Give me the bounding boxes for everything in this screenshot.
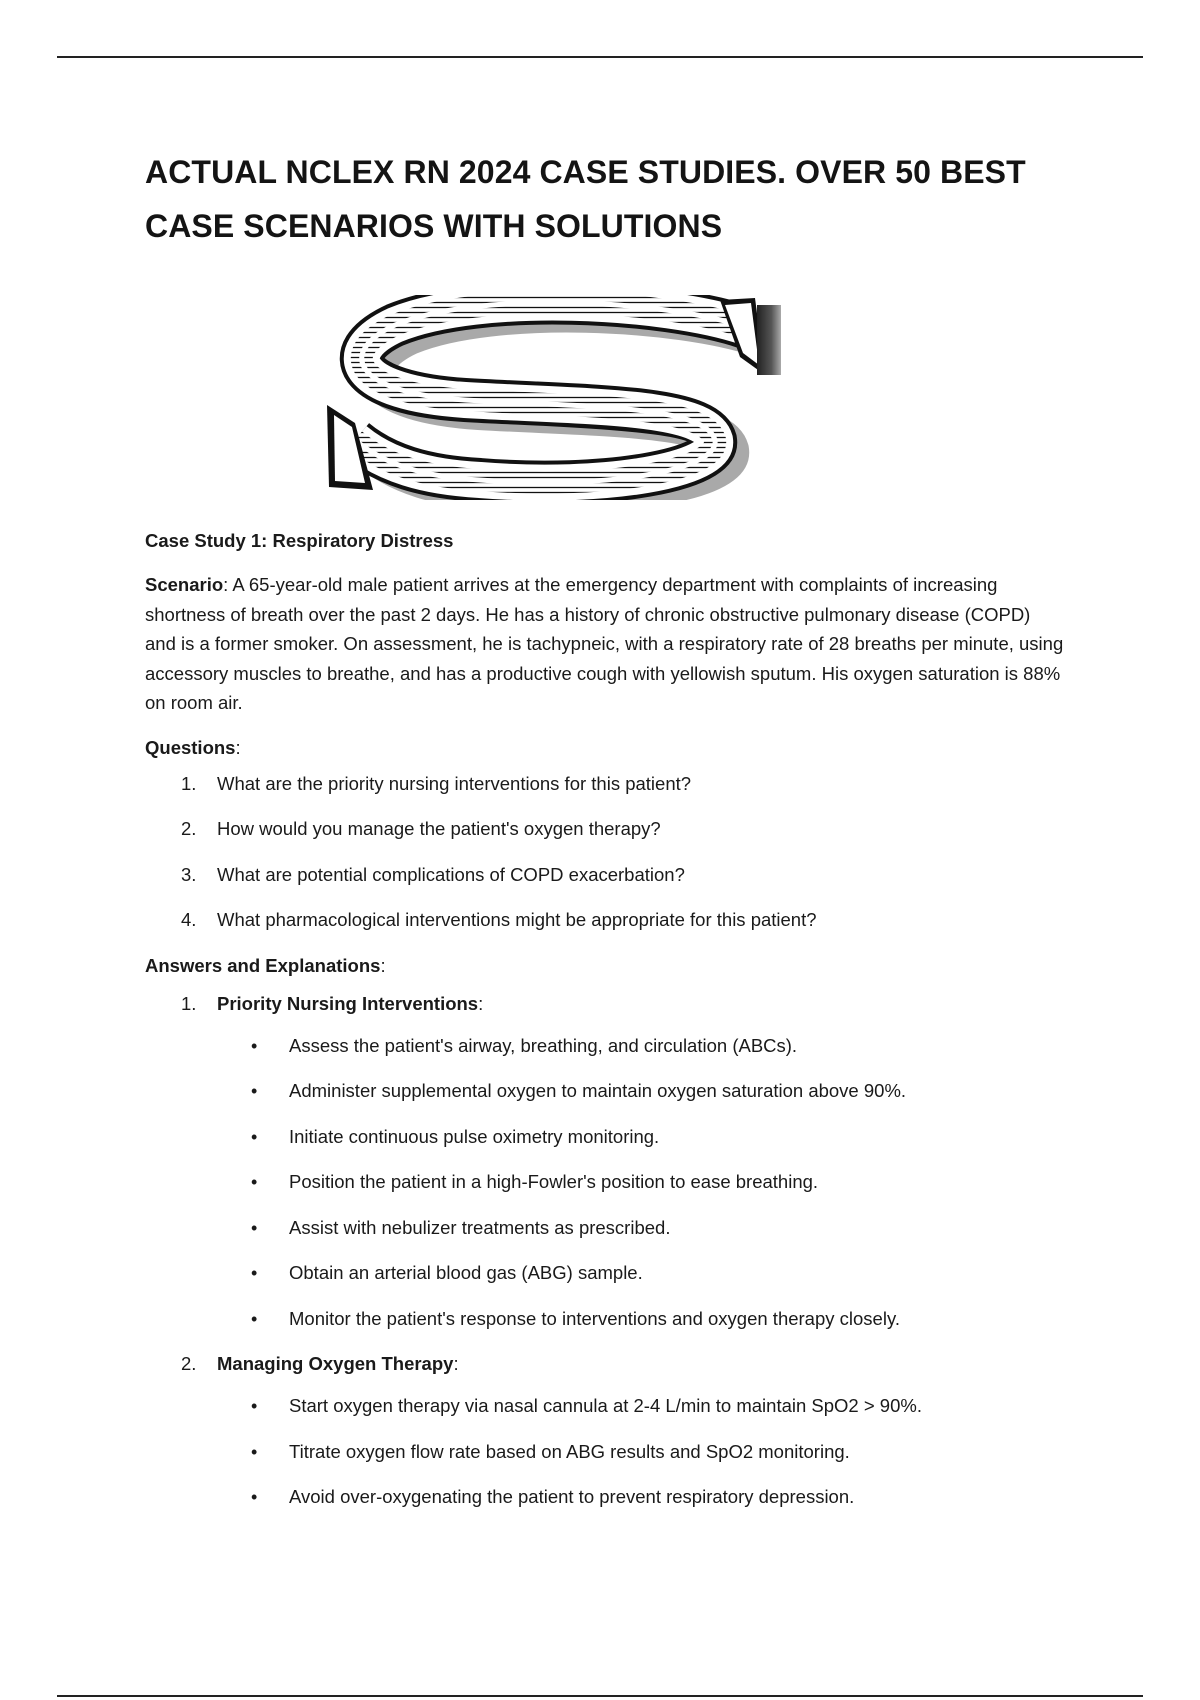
bullet-item: • Initiate continuous pulse oximetry monitoring.	[217, 1124, 1065, 1150]
bullet-icon: •	[251, 1308, 258, 1329]
bullet-icon: •	[251, 1263, 258, 1283]
question-text: What pharmacological interventions might be appropriate for this patient?	[217, 909, 817, 930]
bullet-icon: •	[251, 1441, 258, 1462]
bullet-item: • Start oxygen therapy via nasal cannula at 2-4 L/min to maintain SpO2 > 90%.	[217, 1393, 1065, 1419]
question-item	[145, 771, 1065, 797]
questions-label: Questions	[145, 736, 236, 758]
bullet-icon: •	[251, 1396, 258, 1416]
bullet-item: • Obtain an arterial blood gas (ABG) sample.	[217, 1260, 1065, 1286]
top-divider	[57, 56, 1143, 58]
answers-heading	[145, 953, 1065, 979]
question-number: 3.	[181, 863, 197, 885]
answer-title: Priority Nursing Interventions:	[217, 992, 484, 1014]
scenario-text: : A 65-year-old male patient arrives at the emergency department with complaints of increasing shortness of breath over the past 2 days. He has a history of chronic obstructive pulmonary disease (COPD) and is a former smoker. On assessment, he is tachypneic, with a respiratory rate of 28 breaths per minute, using accessory muscles to breathe, and has a productive cough with yellowish sputum. His oxygen saturation is 88% on room air.	[145, 574, 1064, 713]
answer-item	[145, 1351, 1065, 1510]
question-number: 2.	[181, 818, 197, 839]
document-title: ACTUAL NCLEX RN 2024 CASE STUDIES. OVER 50 BEST CASE SCENARIOS WITH SOLUTIONS	[145, 154, 1026, 244]
answer-item	[145, 991, 1065, 1332]
answer-number: 1.	[181, 992, 197, 1014]
answer-title: Managing Oxygen Therapy:	[217, 1353, 459, 1374]
case-study-heading: Case Study 1: Respiratory Distress	[145, 530, 454, 551]
question-text: What are potential complications of COPD exacerbation?	[217, 863, 685, 885]
question-item	[145, 862, 1065, 888]
question-number: 1.	[181, 772, 197, 794]
bullet-item: • Monitor the patient's response to interventions and oxygen therapy closely.	[217, 1306, 1065, 1332]
bullet-icon: •	[251, 1035, 258, 1056]
bullet-icon: •	[251, 1217, 258, 1238]
bullet-icon: •	[251, 1487, 258, 1507]
answers-label: Answers and Explanations	[145, 954, 381, 976]
bullet-item: • Position the patient in a high-Fowler's position to ease breathing.	[217, 1169, 1065, 1195]
bullet-item: • Avoid over-oxygenating the patient to prevent respiratory depression.	[217, 1484, 1065, 1510]
scenario-label: Scenario	[145, 574, 224, 595]
bullet-item: • Assess the patient's airway, breathing, and circulation (ABCs).	[217, 1033, 1065, 1059]
bullet-item: • Assist with nebulizer treatments as prescribed.	[217, 1215, 1065, 1241]
questions-colon: :	[235, 736, 241, 758]
question-number: 4.	[181, 909, 197, 930]
questions-list	[145, 771, 1065, 934]
answers-colon: :	[380, 954, 386, 976]
question-item	[145, 907, 1065, 933]
scenario-paragraph	[145, 570, 1065, 718]
question-text: What are the priority nursing interventions for this patient?	[217, 772, 692, 794]
bottom-divider	[57, 1695, 1143, 1697]
questions-heading	[145, 735, 1065, 761]
bullet-icon: •	[251, 1172, 258, 1192]
answers-list	[145, 991, 1065, 1511]
decorative-s-logo-icon	[315, 295, 815, 500]
question-text: How would you manage the patient's oxygen therapy?	[217, 818, 661, 839]
bullet-icon: •	[251, 1126, 258, 1147]
answer-bullets	[217, 1393, 1065, 1510]
question-item	[145, 816, 1065, 842]
document-body	[145, 145, 1065, 1530]
bullet-item: • Titrate oxygen flow rate based on ABG results and SpO2 monitoring.	[217, 1439, 1065, 1465]
answer-number: 2.	[181, 1353, 197, 1374]
bullet-icon: •	[251, 1081, 258, 1101]
bullet-item: • Administer supplemental oxygen to maintain oxygen saturation above 90%.	[217, 1078, 1065, 1104]
answer-bullets	[217, 1033, 1065, 1332]
